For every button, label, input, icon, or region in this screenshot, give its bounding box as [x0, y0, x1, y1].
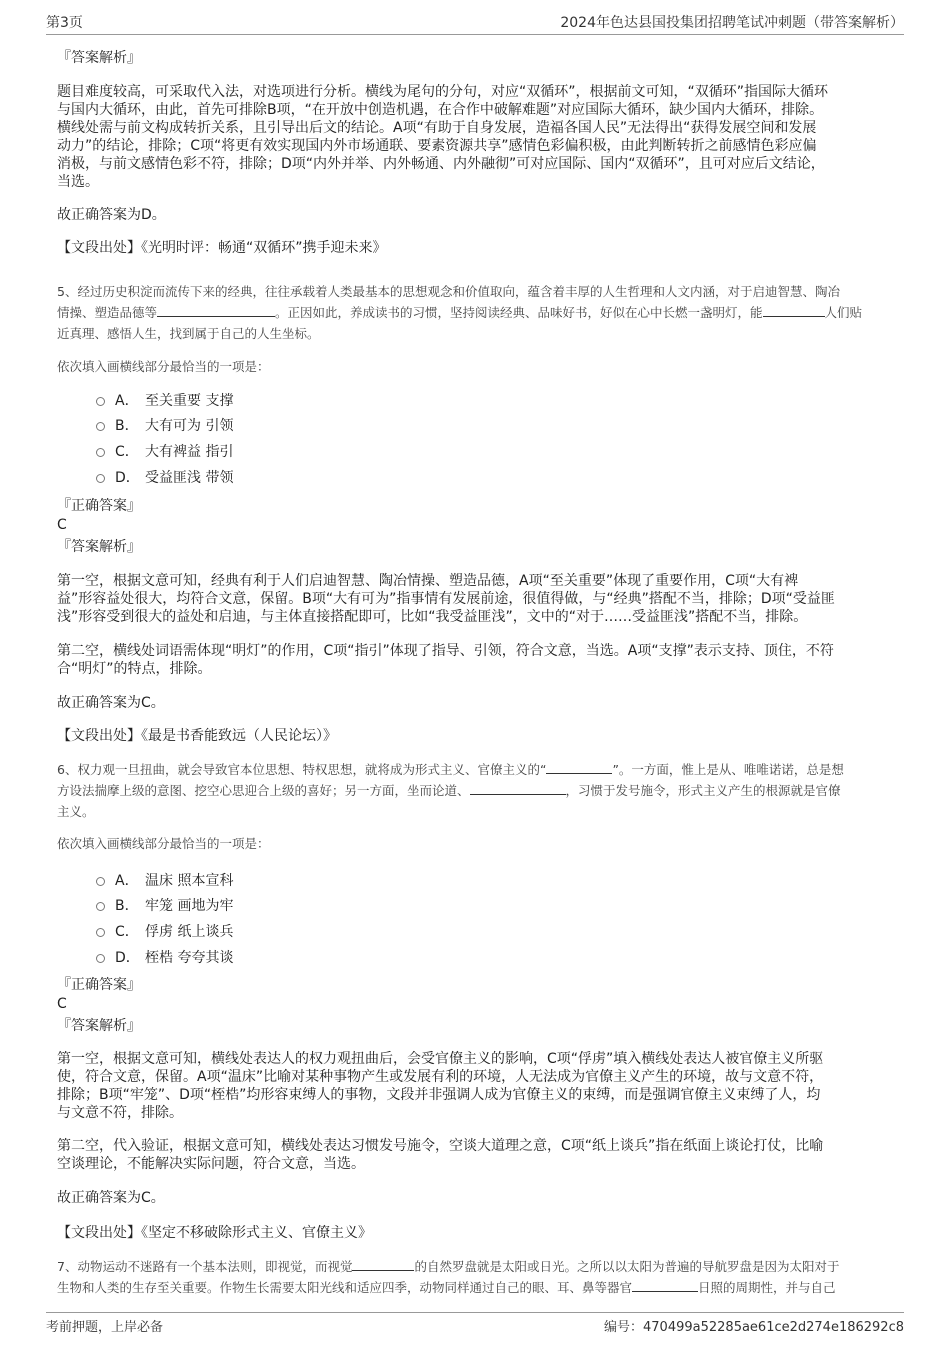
fill-blank-2: [470, 782, 566, 795]
q5-option-a[interactable]: A． 至关重要 支撑: [96, 392, 233, 410]
page-footer: [46, 1312, 904, 1335]
radio-button[interactable]: [96, 422, 105, 431]
document-serial: 编号：470499a52285ae61ce2d274e186292c8: [604, 1320, 904, 1335]
fill-blank-2: [632, 1279, 698, 1292]
q5-source: 【文段出处】《最是书香能致远（人民论坛）》: [57, 728, 337, 744]
document-title: 2024年色达县国投集团招聘笔试冲刺题（带答案解析）: [560, 15, 904, 31]
radio-button[interactable]: [96, 474, 105, 483]
q6-option-c[interactable]: C． 俘虏 纸上谈兵: [96, 923, 233, 941]
stem-line: 7、动物运动不迷路有一个基本法则，即视觉，而视觉 的自然罗盘就是太阳或日光。之所以以太阳为普遍的导航罗盘是因为太阳对于: [57, 1259, 840, 1274]
q5-analysis-para1: 第一空，根据文意可知，经典有利于人们启迪智慧、陶冶情操、塑造品德，A项“至关重要”体现了重要作用，C项“大有裨 益”形容益处很大，均符合文意，保留。B项“大有可为”指事情有发展前途，很值得做，与“经典”搭配不当，排除；D项“受益匪 浅”形容受到很大的益处和启迪，与主体直接搭配即可，比如“我受益匪浅”，文中的“对于……受益匪浅”搭配不当，排除。: [57, 573, 835, 625]
fill-blank-1: [352, 1258, 414, 1271]
q5-analysis-title: 『答案解析』: [57, 539, 141, 555]
q6-option-d[interactable]: D． 桎梏 夸夸其谈: [96, 949, 233, 967]
q6-correct-answer: C: [57, 996, 67, 1012]
q6-option-b[interactable]: B． 牢笼 画地为牢: [96, 897, 233, 915]
stem-line: 方设法揣摩上级的意图、挖空心思迎合上级的喜好；另一方面，坐而论道、 ，习惯于发号施令，形式主义产生的根源就是官僚: [57, 783, 841, 798]
q6-analysis-title: 『答案解析』: [57, 1018, 141, 1034]
q6-option-a[interactable]: A． 温床 照本宣科: [96, 872, 233, 890]
stem-line: 生物和人类的生存至关重要。作物生长需要太阳光线和适应四季，动物同样通过自己的眼、耳、鼻等器官 日照的周期性，并与自己: [57, 1280, 836, 1295]
q5-conclusion: 故正确答案为C。: [57, 695, 165, 711]
stem-line: 主义。: [57, 804, 95, 819]
analysis-line: 消极，与前文感情色彩不符，排除；D项“内外并举、内外畅通、内外融彻”可对应国际、国内“双循环”，且可对应后文结论，: [57, 156, 825, 172]
radio-button[interactable]: [96, 877, 105, 886]
q4-source: 【文段出处】《光明时评：畅通“双循环”携手迎未来》: [57, 240, 387, 256]
q6-correct-title: 『正确答案』: [57, 977, 141, 993]
q4-analysis: [57, 83, 895, 191]
stem-line: 近真理、感悟人生，找到属于自己的人生坐标。: [57, 326, 320, 341]
fill-blank-1: [157, 304, 275, 317]
q5-option-d[interactable]: D． 受益匪浅 带领: [96, 469, 233, 487]
stem-line: 5、经过历史积淀而流传下来的经典，往往承载着人类最基本的思想观念和价值取向，蕴含着丰厚的人生哲理和人文内涵，对于启迪智慧、陶冶: [57, 284, 840, 299]
analysis-line: 动力”的结论，排除；C项“将更有效实现国内外市场通联、要素资源共享”感情色彩偏积极，由此判断转折之前感情色彩应偏: [57, 138, 817, 154]
radio-button[interactable]: [96, 448, 105, 457]
analysis-line: 当选。: [57, 174, 99, 190]
fill-blank-2: [763, 304, 825, 317]
stem-line: 6、权力观一旦扭曲，就会导致官本位思想、特权思想，就将成为形式主义、官僚主义的“ ”。一方面，惟上是从、唯唯诺诺，总是想: [57, 762, 844, 777]
q6-stem: [57, 759, 895, 822]
fill-blank-1: [546, 761, 612, 774]
page-number: 第3页: [46, 15, 83, 31]
q5-stem: [57, 281, 895, 344]
q5-option-c[interactable]: C． 大有裨益 指引: [96, 443, 233, 461]
footer-slogan: 考前押题，上岸必备: [46, 1320, 164, 1335]
q5-analysis-para2: 第二空，横线处词语需体现“明灯”的作用，C项“指引”体现了指导、引领，符合文意，当选。A项“支撑”表示支持、顶住，不符 合“明灯”的特点，排除。: [57, 643, 834, 677]
q5-correct-answer: C: [57, 517, 67, 533]
q6-analysis-para2: 第二空，代入验证，根据文意可知，横线处表达习惯发号施令，空谈大道理之意，C项“纸上谈兵”指在纸面上谈论打仗，比喻 空谈理论，不能解决实际问题，符合文意，当选。: [57, 1138, 824, 1172]
radio-button[interactable]: [96, 397, 105, 406]
analysis-line: 横线处需与前文构成转折关系，且引导出后文的结论。A项“有助于自身发展，造福各国人民”无法得出“获得发展空间和发展: [57, 120, 817, 136]
analysis-line: 题目难度较高，可采取代入法，对选项进行分析。横线为尾句的分句，对应“双循环”，根据前文可知，“双循环”指国际大循环: [57, 84, 829, 100]
q6-conclusion: 故正确答案为C。: [57, 1190, 165, 1206]
q5-prompt: 依次填入画横线部分最恰当的一项是：: [57, 359, 270, 374]
q5-option-b[interactable]: B． 大有可为 引领: [96, 417, 233, 435]
q4-analysis-title: 『答案解析』: [57, 50, 141, 66]
analysis-line: 与国内大循环，由此，首先可排除B项，“在开放中创造机遇，在合作中破解难题”对应国际大循环，缺少国内大循环，排除。: [57, 102, 824, 118]
radio-button[interactable]: [96, 954, 105, 963]
radio-button[interactable]: [96, 928, 105, 937]
radio-button[interactable]: [96, 902, 105, 911]
page-header: [46, 12, 904, 35]
q6-source: 【文段出处】《坚定不移破除形式主义、官僚主义》: [57, 1225, 372, 1241]
q5-correct-title: 『正确答案』: [57, 498, 141, 514]
stem-line: 情操、塑造品德等 。正因如此，养成读书的习惯，坚持阅读经典、品味好书，好似在心中长燃一盏明灯，能 人们贴: [57, 305, 863, 320]
q6-analysis-para1: 第一空，根据文意可知，横线处表达人的权力观扭曲后，会受官僚主义的影响，C项“俘虏”填入横线处表达人被官僚主义所驱 使，符合文意，保留。A项“温床”比喻对某种事物产生或发展有利的环境，人无法成为官僚主义产生的环境，故与文意不符， 排除；B项“牢笼”、D项“桎梏”均形容束缚人的事物，文段并非强调人成为官僚主义的束缚，而是强调官僚主义束缚了人，均 与文意不符，排除。: [57, 1051, 824, 1121]
q6-prompt: 依次填入画横线部分最恰当的一项是：: [57, 836, 270, 851]
q4-conclusion: 故正确答案为D。: [57, 207, 166, 223]
q7-stem: [57, 1256, 895, 1298]
